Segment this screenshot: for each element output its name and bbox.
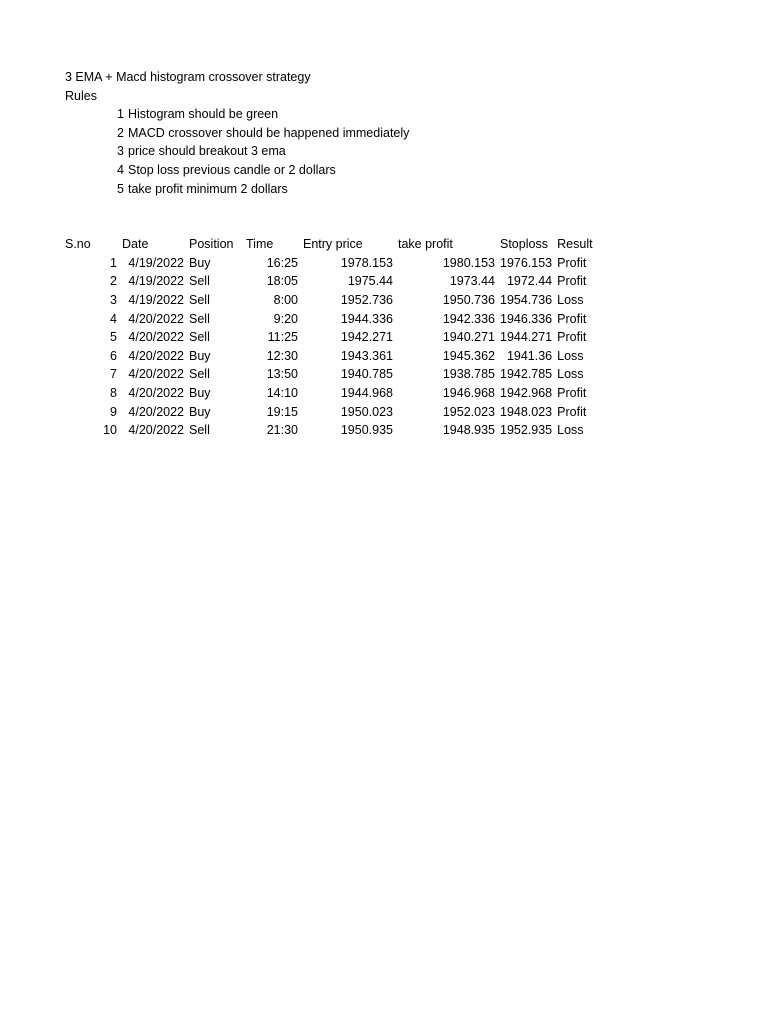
cell-entry-price: 1950.023: [340, 404, 393, 419]
cell-date: 4/20/2022: [128, 311, 184, 326]
cell-date: 4/20/2022: [128, 367, 184, 382]
cell-date: 4/20/2022: [128, 423, 184, 438]
cell-sno: 7: [110, 367, 117, 382]
rule-item: [0, 142, 768, 160]
table-row: [63, 291, 615, 310]
cell-entry-price: 1942.271: [340, 330, 393, 345]
cell-sno: 9: [110, 404, 117, 419]
cell-entry-price: 1944.968: [340, 386, 393, 401]
cell-date: 4/20/2022: [128, 348, 184, 363]
rule-item: [0, 180, 768, 198]
table-row: [63, 272, 615, 291]
cell-entry-price: 1940.785: [340, 367, 393, 382]
rule-item: [0, 124, 768, 142]
cell-take-profit: 1942.336: [442, 311, 495, 326]
cell-position: Sell: [189, 311, 210, 326]
cell-position: Sell: [189, 293, 210, 308]
cell-time: 8:00: [273, 293, 298, 308]
header-date: Date: [122, 237, 149, 252]
cell-stoploss: 1944.271: [500, 330, 553, 345]
table-row: [63, 309, 615, 328]
table-row: [63, 384, 615, 403]
rule-number: 2: [117, 125, 124, 140]
cell-take-profit: 1946.968: [442, 386, 495, 401]
rule-text: Histogram should be green: [128, 107, 279, 121]
cell-position: Buy: [189, 386, 211, 401]
cell-sno: 4: [110, 311, 117, 326]
cell-sno: 5: [110, 330, 117, 345]
header-entry-price: Entry price: [303, 237, 363, 252]
trades-body: [63, 254, 615, 440]
cell-take-profit: 1948.935: [442, 423, 495, 438]
header-take-profit: take profit: [398, 237, 453, 252]
cell-date: 4/20/2022: [128, 386, 184, 401]
cell-sno: 1: [110, 255, 117, 270]
cell-take-profit: 1945.362: [442, 348, 495, 363]
cell-take-profit: 1980.153: [442, 255, 495, 270]
cell-result: Loss: [557, 293, 584, 308]
table-header-row: [63, 235, 615, 254]
page-title: 3 EMA + Macd histogram crossover strategy: [65, 70, 311, 84]
cell-stoploss: 1941.36: [506, 348, 553, 363]
cell-stoploss: 1952.935: [500, 423, 553, 438]
cell-date: 4/20/2022: [128, 330, 184, 345]
cell-stoploss: 1948.023: [500, 404, 553, 419]
cell-position: Sell: [189, 330, 210, 345]
cell-stoploss: 1954.736: [500, 293, 553, 308]
cell-sno: 6: [110, 348, 117, 363]
cell-take-profit: 1952.023: [442, 404, 495, 419]
cell-entry-price: 1944.336: [340, 311, 393, 326]
cell-stoploss: 1976.153: [500, 255, 553, 270]
cell-time: 12:30: [266, 348, 298, 363]
cell-result: Profit: [557, 404, 587, 419]
cell-date: 4/19/2022: [128, 274, 184, 289]
cell-result: Profit: [557, 274, 587, 289]
cell-take-profit: 1973.44: [449, 274, 495, 289]
cell-sno: 2: [110, 274, 117, 289]
cell-stoploss: 1942.968: [500, 386, 553, 401]
trades-table: [63, 235, 615, 440]
cell-time: 13:50: [266, 367, 298, 382]
cell-result: Profit: [557, 311, 587, 326]
cell-time: 11:25: [267, 330, 298, 345]
cell-sno: 10: [103, 423, 117, 438]
table-row: [63, 421, 615, 440]
cell-result: Loss: [557, 348, 584, 363]
cell-result: Profit: [557, 386, 587, 401]
rule-text: Stop loss previous candle or 2 dollars: [128, 163, 336, 178]
cell-entry-price: 1943.361: [340, 348, 393, 363]
table-row: [63, 347, 615, 366]
rule-text: price should breakout 3 ema: [128, 144, 286, 159]
cell-result: Profit: [557, 330, 587, 345]
table-row: [63, 328, 615, 347]
cell-entry-price: 1978.153: [340, 255, 393, 270]
rule-number: 1: [117, 107, 124, 121]
cell-take-profit: 1938.785: [442, 367, 495, 382]
cell-date: 4/19/2022: [128, 255, 184, 270]
rule-item: [0, 161, 768, 179]
cell-result: Loss: [557, 367, 584, 382]
cell-time: 16:25: [266, 255, 298, 270]
rule-number: 4: [117, 163, 124, 178]
cell-date: 4/19/2022: [128, 293, 184, 308]
header-stoploss: Stoploss: [500, 237, 548, 252]
cell-stoploss: 1946.336: [500, 311, 553, 326]
rule-number: 3: [117, 144, 124, 159]
cell-time: 18:05: [266, 274, 298, 289]
table-row: [63, 254, 615, 273]
cell-position: Buy: [189, 255, 211, 270]
rule-text: MACD crossover should be happened immediately: [128, 125, 410, 140]
cell-position: Sell: [189, 274, 210, 289]
table-row: [63, 365, 615, 384]
table-row: [63, 402, 615, 421]
cell-position: Sell: [189, 367, 210, 382]
cell-stoploss: 1942.785: [500, 367, 553, 382]
cell-time: 14:10: [266, 386, 298, 401]
cell-time: 9:20: [273, 311, 298, 326]
cell-sno: 8: [110, 386, 117, 401]
header-time: Time: [246, 237, 274, 252]
cell-position: Buy: [189, 404, 211, 419]
rule-item: [0, 105, 768, 123]
rules-label: Rules: [65, 89, 97, 103]
cell-stoploss: 1972.44: [506, 274, 553, 289]
cell-entry-price: 1950.935: [340, 423, 393, 438]
cell-sno: 3: [110, 293, 117, 308]
rule-text: take profit minimum 2 dollars: [128, 181, 288, 196]
cell-result: Loss: [557, 423, 584, 438]
cell-result: Profit: [557, 255, 587, 270]
cell-time: 19:15: [266, 404, 298, 419]
header-result: Result: [557, 237, 593, 252]
cell-take-profit: 1950.736: [442, 293, 495, 308]
cell-time: 21:30: [266, 423, 298, 438]
cell-take-profit: 1940.271: [442, 330, 495, 345]
cell-entry-price: 1952.736: [340, 293, 393, 308]
cell-date: 4/20/2022: [128, 404, 184, 419]
rule-number: 5: [117, 181, 124, 196]
cell-entry-price: 1975.44: [347, 274, 393, 289]
cell-position: Sell: [189, 423, 210, 438]
cell-position: Buy: [189, 348, 211, 363]
header-position: Position: [189, 237, 234, 252]
header-sno: S.no: [65, 237, 91, 252]
